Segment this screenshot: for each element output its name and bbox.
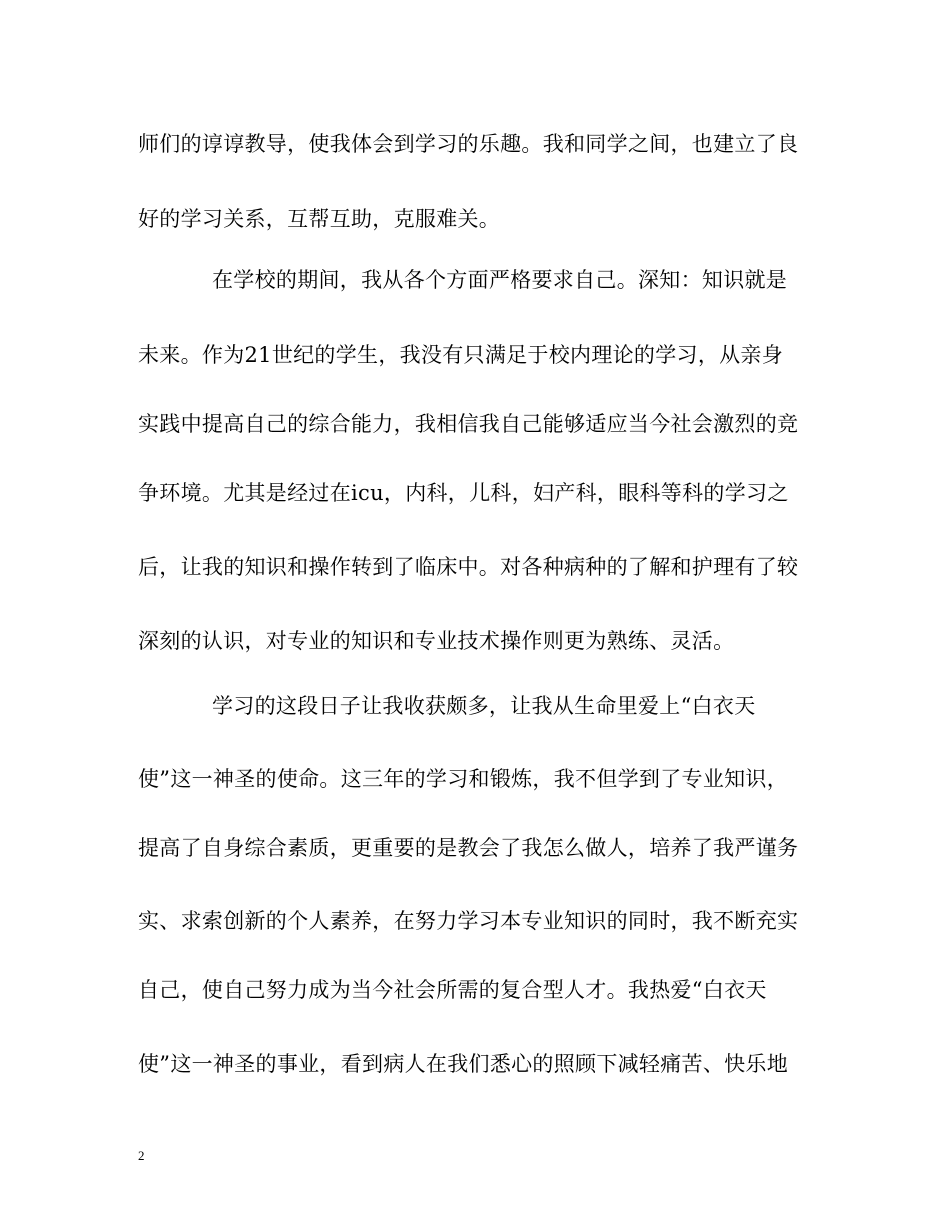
paragraph-start-line: 在学校的期间，我从各个方面严格要求自己。深知：知识就是	[212, 268, 788, 292]
text-line: 未来。作为21世纪的学生，我没有只满足于校内理论的学习，从亲身	[138, 343, 784, 367]
text-line: 后，让我的知识和操作转到了临床中。对各种病种的了解和护理有了较	[138, 555, 799, 579]
text-line: 深刻的认识，对专业的知识和专业技术操作则更为熟练、灵活。	[138, 629, 735, 653]
text-line: 自己，使自己努力成为当今社会所需的复合型人才。我热爱“白衣天	[138, 978, 767, 1002]
text-line: 实践中提高自己的综合能力，我相信我自己能够适应当今社会激烈的竞	[138, 412, 799, 436]
text-line: 争环境。尤其是经过在icu，内科，儿科，妇产科，眼科等科的学习之	[138, 481, 789, 505]
text-line: 使”这一神圣的事业，看到病人在我们悉心的照顾下减轻痛苦、快乐地	[138, 1052, 789, 1076]
text-line: 好的学习关系，互帮互助，克服难关。	[138, 207, 501, 231]
text-line: 使”这一神圣的使命。这三年的学习和锻炼，我不但学到了专业知识，	[138, 767, 789, 791]
text-line: 提高了自身综合素质，更重要的是教会了我怎么做人，培养了我严谨务	[138, 836, 799, 860]
text-line: 师们的谆谆教导，使我体会到学习的乐趣。我和同学之间，也建立了良	[138, 132, 799, 156]
paragraph-start-line: 学习的这段日子让我收获颇多，让我从生命里爱上“白衣天	[212, 694, 756, 718]
text-line: 实、求索创新的个人素养，在努力学习本专业知识的同时，我不断充实	[138, 909, 799, 933]
page-number: 2	[138, 1148, 145, 1163]
